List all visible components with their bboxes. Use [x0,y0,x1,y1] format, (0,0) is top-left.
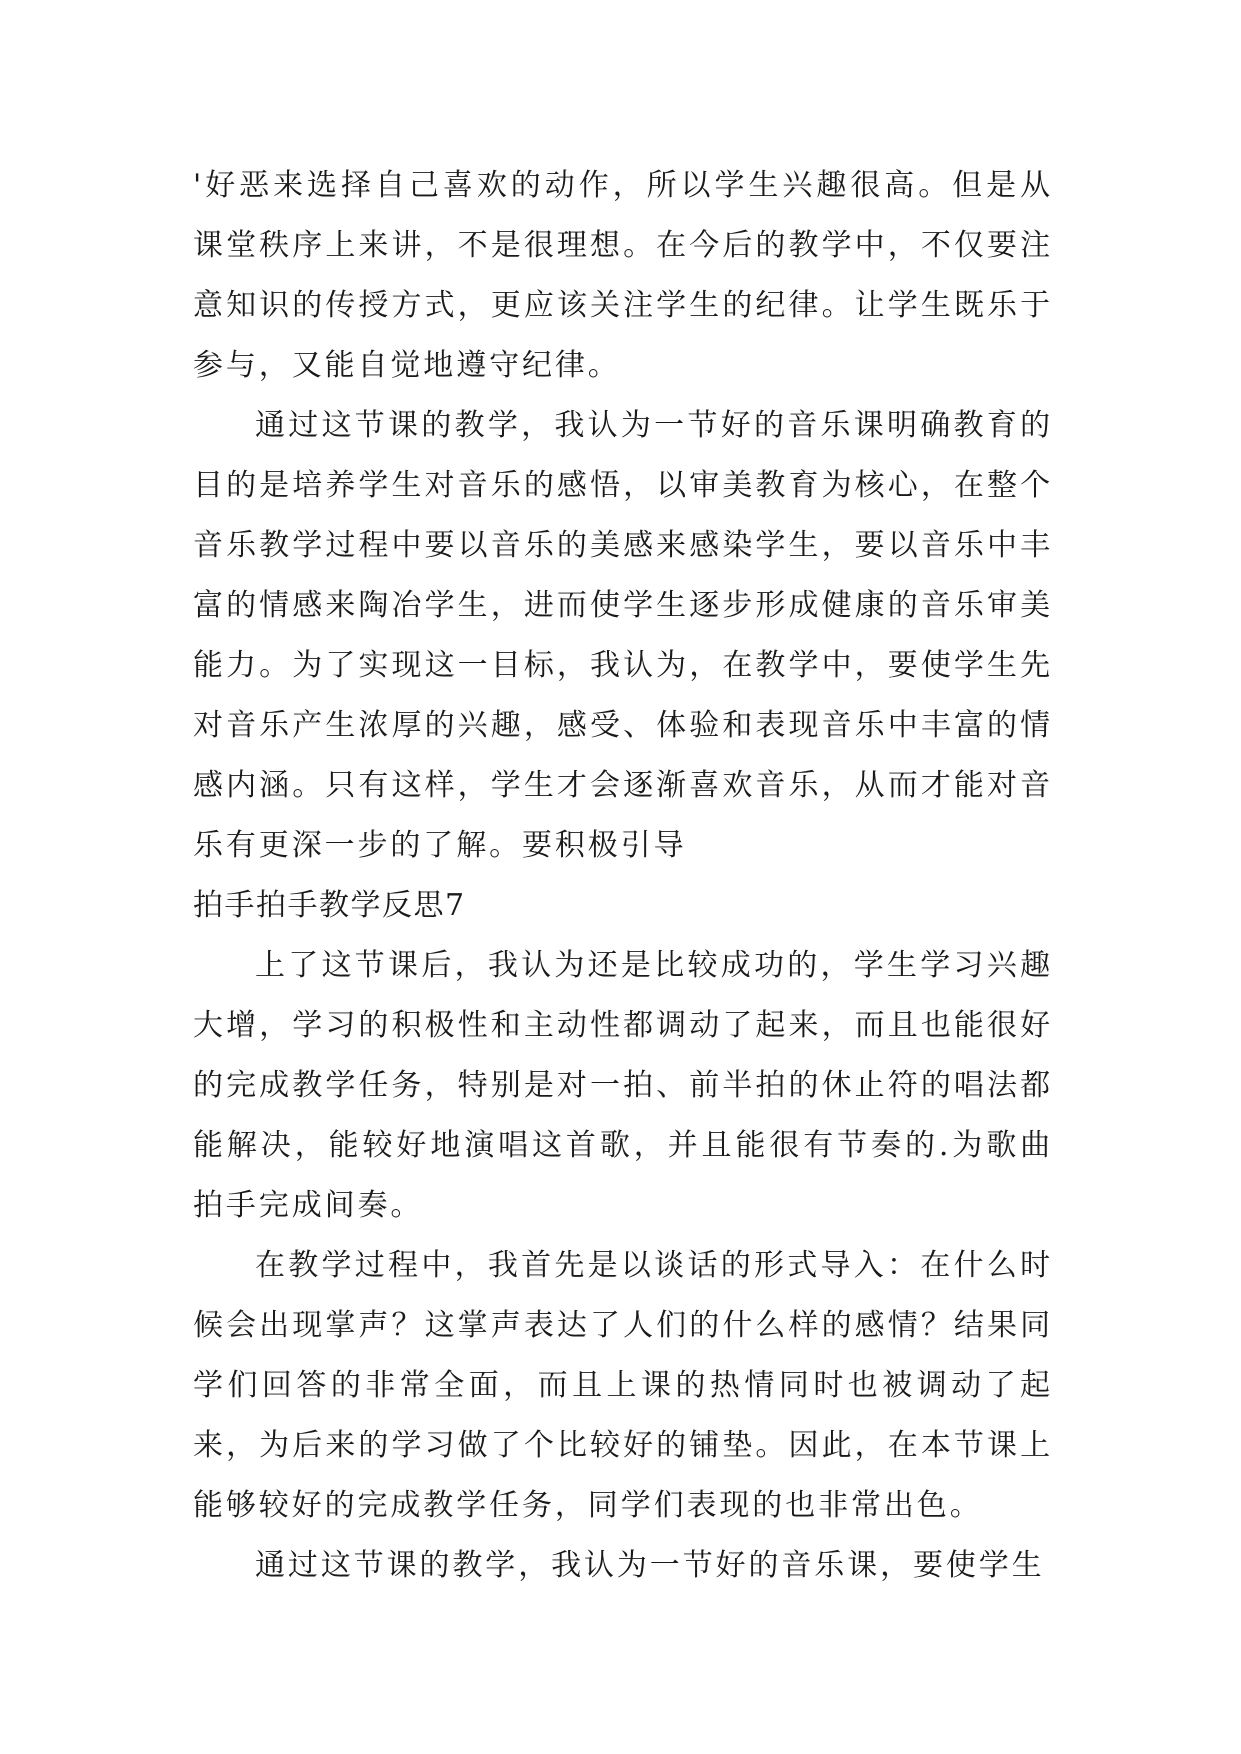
paragraph-discipline: '好恶来选择自己喜欢的动作，所以学生兴趣很高。但是从课堂秩序上来讲，不是很理想。在今后的教学中，不仅要注意知识的传授方式，更应该关注学生的纪律。让学生既乐于参与，又能自觉地遵守纪律。 [193,168,1053,383]
paragraph-lesson-success: 上了这节课后，我认为还是比较成功的，学生学习兴趣大增，学习的积极性和主动性都调动了起来，而且也能很好的完成教学任务，特别是对一拍、前半拍的休止符的唱法都能解决，能较好地演唱这首歌，并且能很有节奏的.为歌曲拍手完成间奏。 [193,948,1053,1223]
paragraph-music-education-goal: 通过这节课的教学，我认为一节好的音乐课明确教育的目的是培养学生对音乐的感悟，以审美教育为核心，在整个音乐教学过程中要以音乐的美感来感染学生，要以音乐中丰富的情感来陶冶学生，进而使学生逐步形成健康的音乐审美能力。为了实现这一目标，我认为，在教学中，要使学生先对音乐产生浓厚的兴趣，感受、体验和表现音乐中丰富的情感内涵。只有这样，学生才会逐渐喜欢音乐，从而才能对音乐有更深一步的了解。要积极引导 [193,408,1053,863]
section-heading: 拍手拍手教学反思7 [193,888,466,923]
paragraph-conclusion: 通过这节课的教学，我认为一节好的音乐课，要使学生 [255,1548,1045,1583]
document-body [193,156,1053,1596]
paragraph-teaching-process: 在教学过程中，我首先是以谈话的形式导入：在什么时候会出现掌声？这掌声表达了人们的什么样的感情？结果同学们回答的非常全面，而且上课的热情同时也被调动了起来，为后来的学习做了个比较好的铺垫。因此，在本节课上能够较好的完成教学任务，同学们表现的也非常出色。 [193,1248,1053,1523]
